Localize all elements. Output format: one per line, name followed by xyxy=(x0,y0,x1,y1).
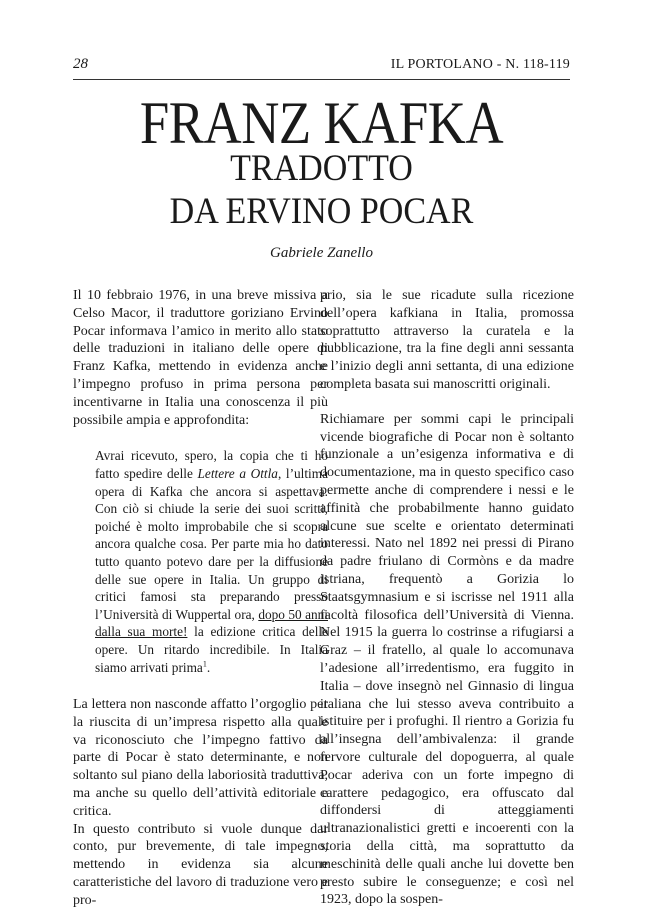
footnote-marker: 1 xyxy=(202,659,207,669)
left-paragraph-1: Il 10 febbraio 1976, in una breve missiva a Celso Macor, il traduttore goriziano Ervino Pocar informava l’amico in merito allo stato delle traduzioni in italiano delle opere di Franz Kafka, mettendo in evidenza anche l’impegno profuso in prima persona per incentivarne in Italia una conoscenza il più possibile ampia e approfondita: xyxy=(73,288,328,428)
left-paragraph-2: La lettera non nasconde affatto l’orgoglio per la riuscita di un’impresa rispetto alla quale va riconosciuto che l’impegno fattivo da parte di Pocar è stato determinante, e non soltanto sul piano della laboriosità traduttiva, ma anche su quello dell’attività editoriale e critica. xyxy=(73,697,328,819)
left-paragraph-3: In questo contributo si vuole dunque dar conto, pur brevemente, di tale impegno, mettendo in evidenza sia alcune caratteristiche del lavoro di traduzione vero e pro- xyxy=(73,821,328,908)
quote-end: . xyxy=(206,659,211,675)
running-head: IL PORTOLANO - N. 118-119 xyxy=(390,57,570,72)
quote-book-title: Lettere a Ottla xyxy=(197,465,278,481)
block-quote xyxy=(95,447,328,676)
right-paragraph-2: Richiamare per sommi capi le principali vicende biografiche di Pocar non è soltanto funzionale a un’esigenza informativa e di documentazione, ma in questo specifico caso permette anche di comprendere i nessi e le affinità che probabilmente hanno guidato alcune sue scelte e orientato determinati interessi. Nato nel 1892 nei pressi di Pirano da padre friulano di Cormòns e da madre istriana, frequentò a Gorizia lo Staatsgymnasium e si iscrisse nel 1911 alla facoltà filosofica dell’Università di Vienna. Nel 1915 la guerra lo costrinse a rifugiarsi a Graz – il fratello, al quale lo accomunava l’adesione all’irredentismo, era fuggito in Italia – dove insegnò nel Ginnasio di lingua italiana che lui stesso aveva contribuito a istituire per i profughi. Il rientro a Gorizia fu all’insegna dell’ambivalenza: il grande fervore culturale del dopoguerra, al quale Pocar aderiva con un forte impegno di carattere pedagogico, era offuscato dal diffondersi di atteggiamenti ultranazionalistici gretti e incoerenti con la storia della città, ma soprattutto da meschinità delle quali anche lui dovette ben presto subire le conseguenze; e così nel 1923, dopo la sospen- xyxy=(320,411,574,908)
header-rule xyxy=(73,79,570,80)
left-column xyxy=(73,287,328,910)
article-subtitle-line-2: DA ERVINO POCAR xyxy=(169,191,474,232)
article-title: FRANZ KAFKA xyxy=(139,90,504,156)
page-number: 28 xyxy=(73,56,88,72)
right-column xyxy=(320,287,574,909)
quote-underlined-text: dopo 50 anni dalla sua morte! xyxy=(95,606,328,640)
article-author: Gabriele Zanello xyxy=(270,245,373,261)
quote-text-b: , l’ultima opera di Kafka che ancora si aspettava. Con ciò si chiude la serie dei suoi scritti, poiché è molto improbabile che si scopra ancora qualche cosa. Per parte mia ho dato tutto quanto potevo dare per la diffusione delle sue opere in Italia. Un gruppo di critici famosi sta preparando presso l’Università di Wuppertal ora, xyxy=(95,465,328,622)
article-subtitle-line-1: TRADOTTO xyxy=(230,148,413,189)
quote-text-a: Avrai ricevuto, spero, la copia che ti ho fatto spedire delle xyxy=(95,448,328,481)
right-paragraph-1: prio, sia le sue ricadute sulla ricezione dell’opera kafkiana in Italia, promossa soprattutto attraverso la curatela e la pubblicazione, tra la fine degli anni sessanta e l’inizio degli anni settanta, di una edizione completa basata sui manoscritti originali. xyxy=(320,288,574,392)
quote-text-c: la edizione critica delle opere. Un ritardo incredibile. In Italia siamo arrivati prima xyxy=(95,624,328,675)
